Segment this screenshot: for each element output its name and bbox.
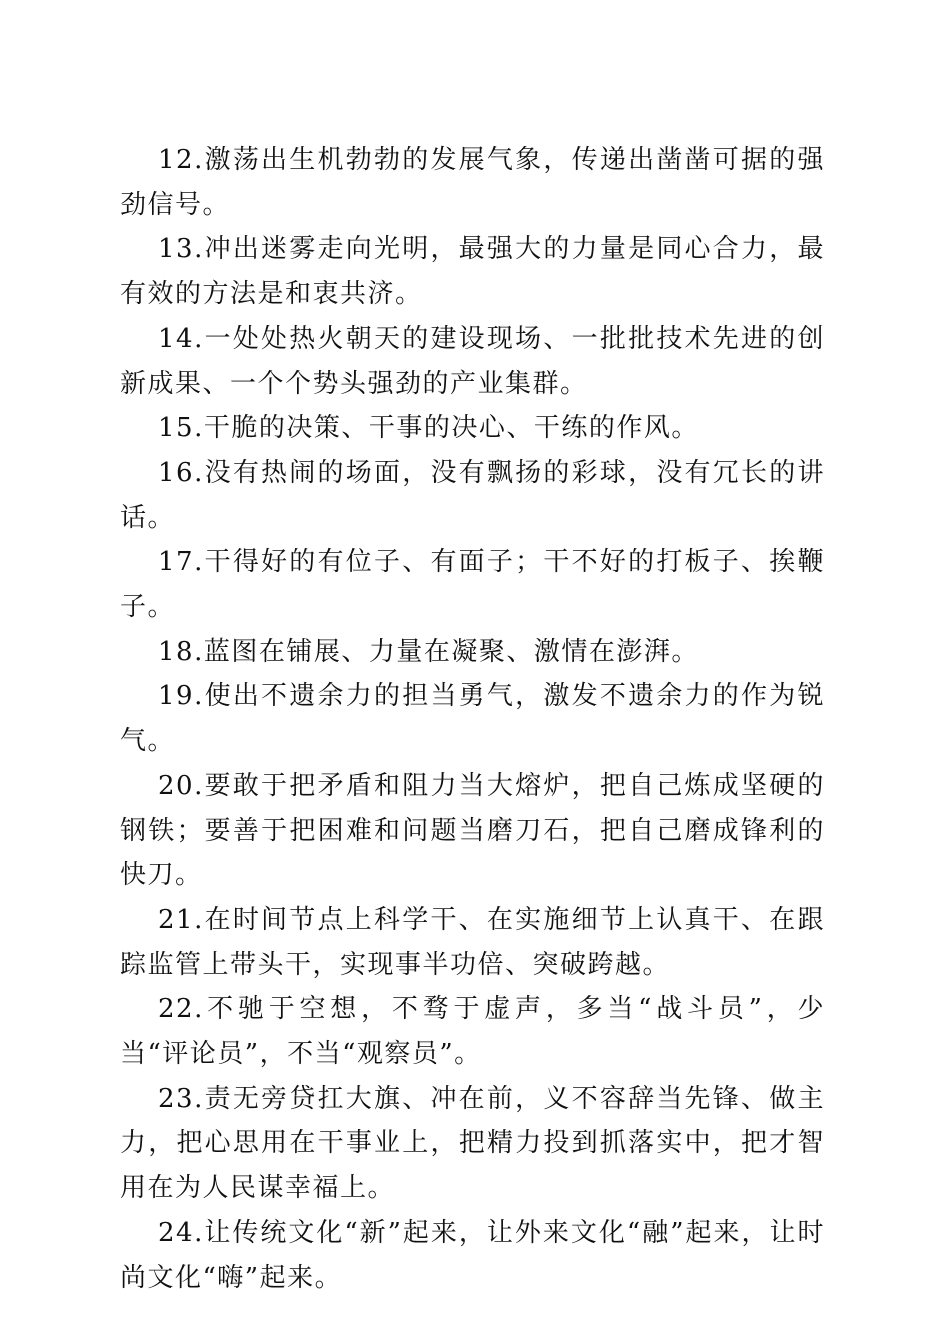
paragraph-12: 12.激荡出生机勃勃的发展气象，传递出凿凿可据的强劲信号。 (120, 145, 825, 220)
paragraph-18: 18.蓝图在铺展、力量在凝聚、激情在澎湃。 (158, 636, 699, 667)
paragraph-19: 19.使出不遗余力的担当勇气，激发不遗余力的作为锐气。 (120, 681, 825, 757)
paragraph-20: 20.要敢于把矛盾和阻力当大熔炉，把自己炼成坚硬的钢铁；要善于把困难和问题当磨刀石，把自己磨成锋利的快刀。 (120, 770, 825, 891)
paragraph-15: 15.干脆的决策、干事的决心、干练的作风。 (158, 413, 699, 444)
paragraph-13: 13.冲出迷雾走向光明，最强大的力量是同心合力，最有效的方法是和衷共济。 (120, 234, 825, 310)
paragraph-17: 17.干得好的有位子、有面子；干不好的打板子、挨鞭子。 (120, 547, 825, 623)
paragraph-14: 14.一处处热火朝天的建设现场、一批批技术先进的创新成果、一个个势头强劲的产业集群。 (120, 323, 825, 399)
paragraph-21: 21.在时间节点上科学干、在实施细节上认真干、在跟踪监管上带头干，实现事半功倍、突破跨越。 (120, 904, 825, 980)
paragraph-23: 23.责无旁贷扛大旗、冲在前，义不容辞当先锋、做主力，把心思用在干事业上，把精力投到抓落实中，把才智用在为人民谋幸福上。 (120, 1083, 825, 1204)
paragraph-24: 24.让传统文化“新”起来，让外来文化“融”起来，让时尚文化“嗨”起来。 (120, 1217, 825, 1293)
paragraph-16: 16.没有热闹的场面，没有飘扬的彩球，没有冗长的讲话。 (120, 457, 825, 533)
paragraph-22: 22.不驰于空想，不骛于虚声，多当“战斗员”，少当“评论员”，不当“观察员”。 (120, 994, 825, 1070)
document-body (120, 138, 825, 1300)
